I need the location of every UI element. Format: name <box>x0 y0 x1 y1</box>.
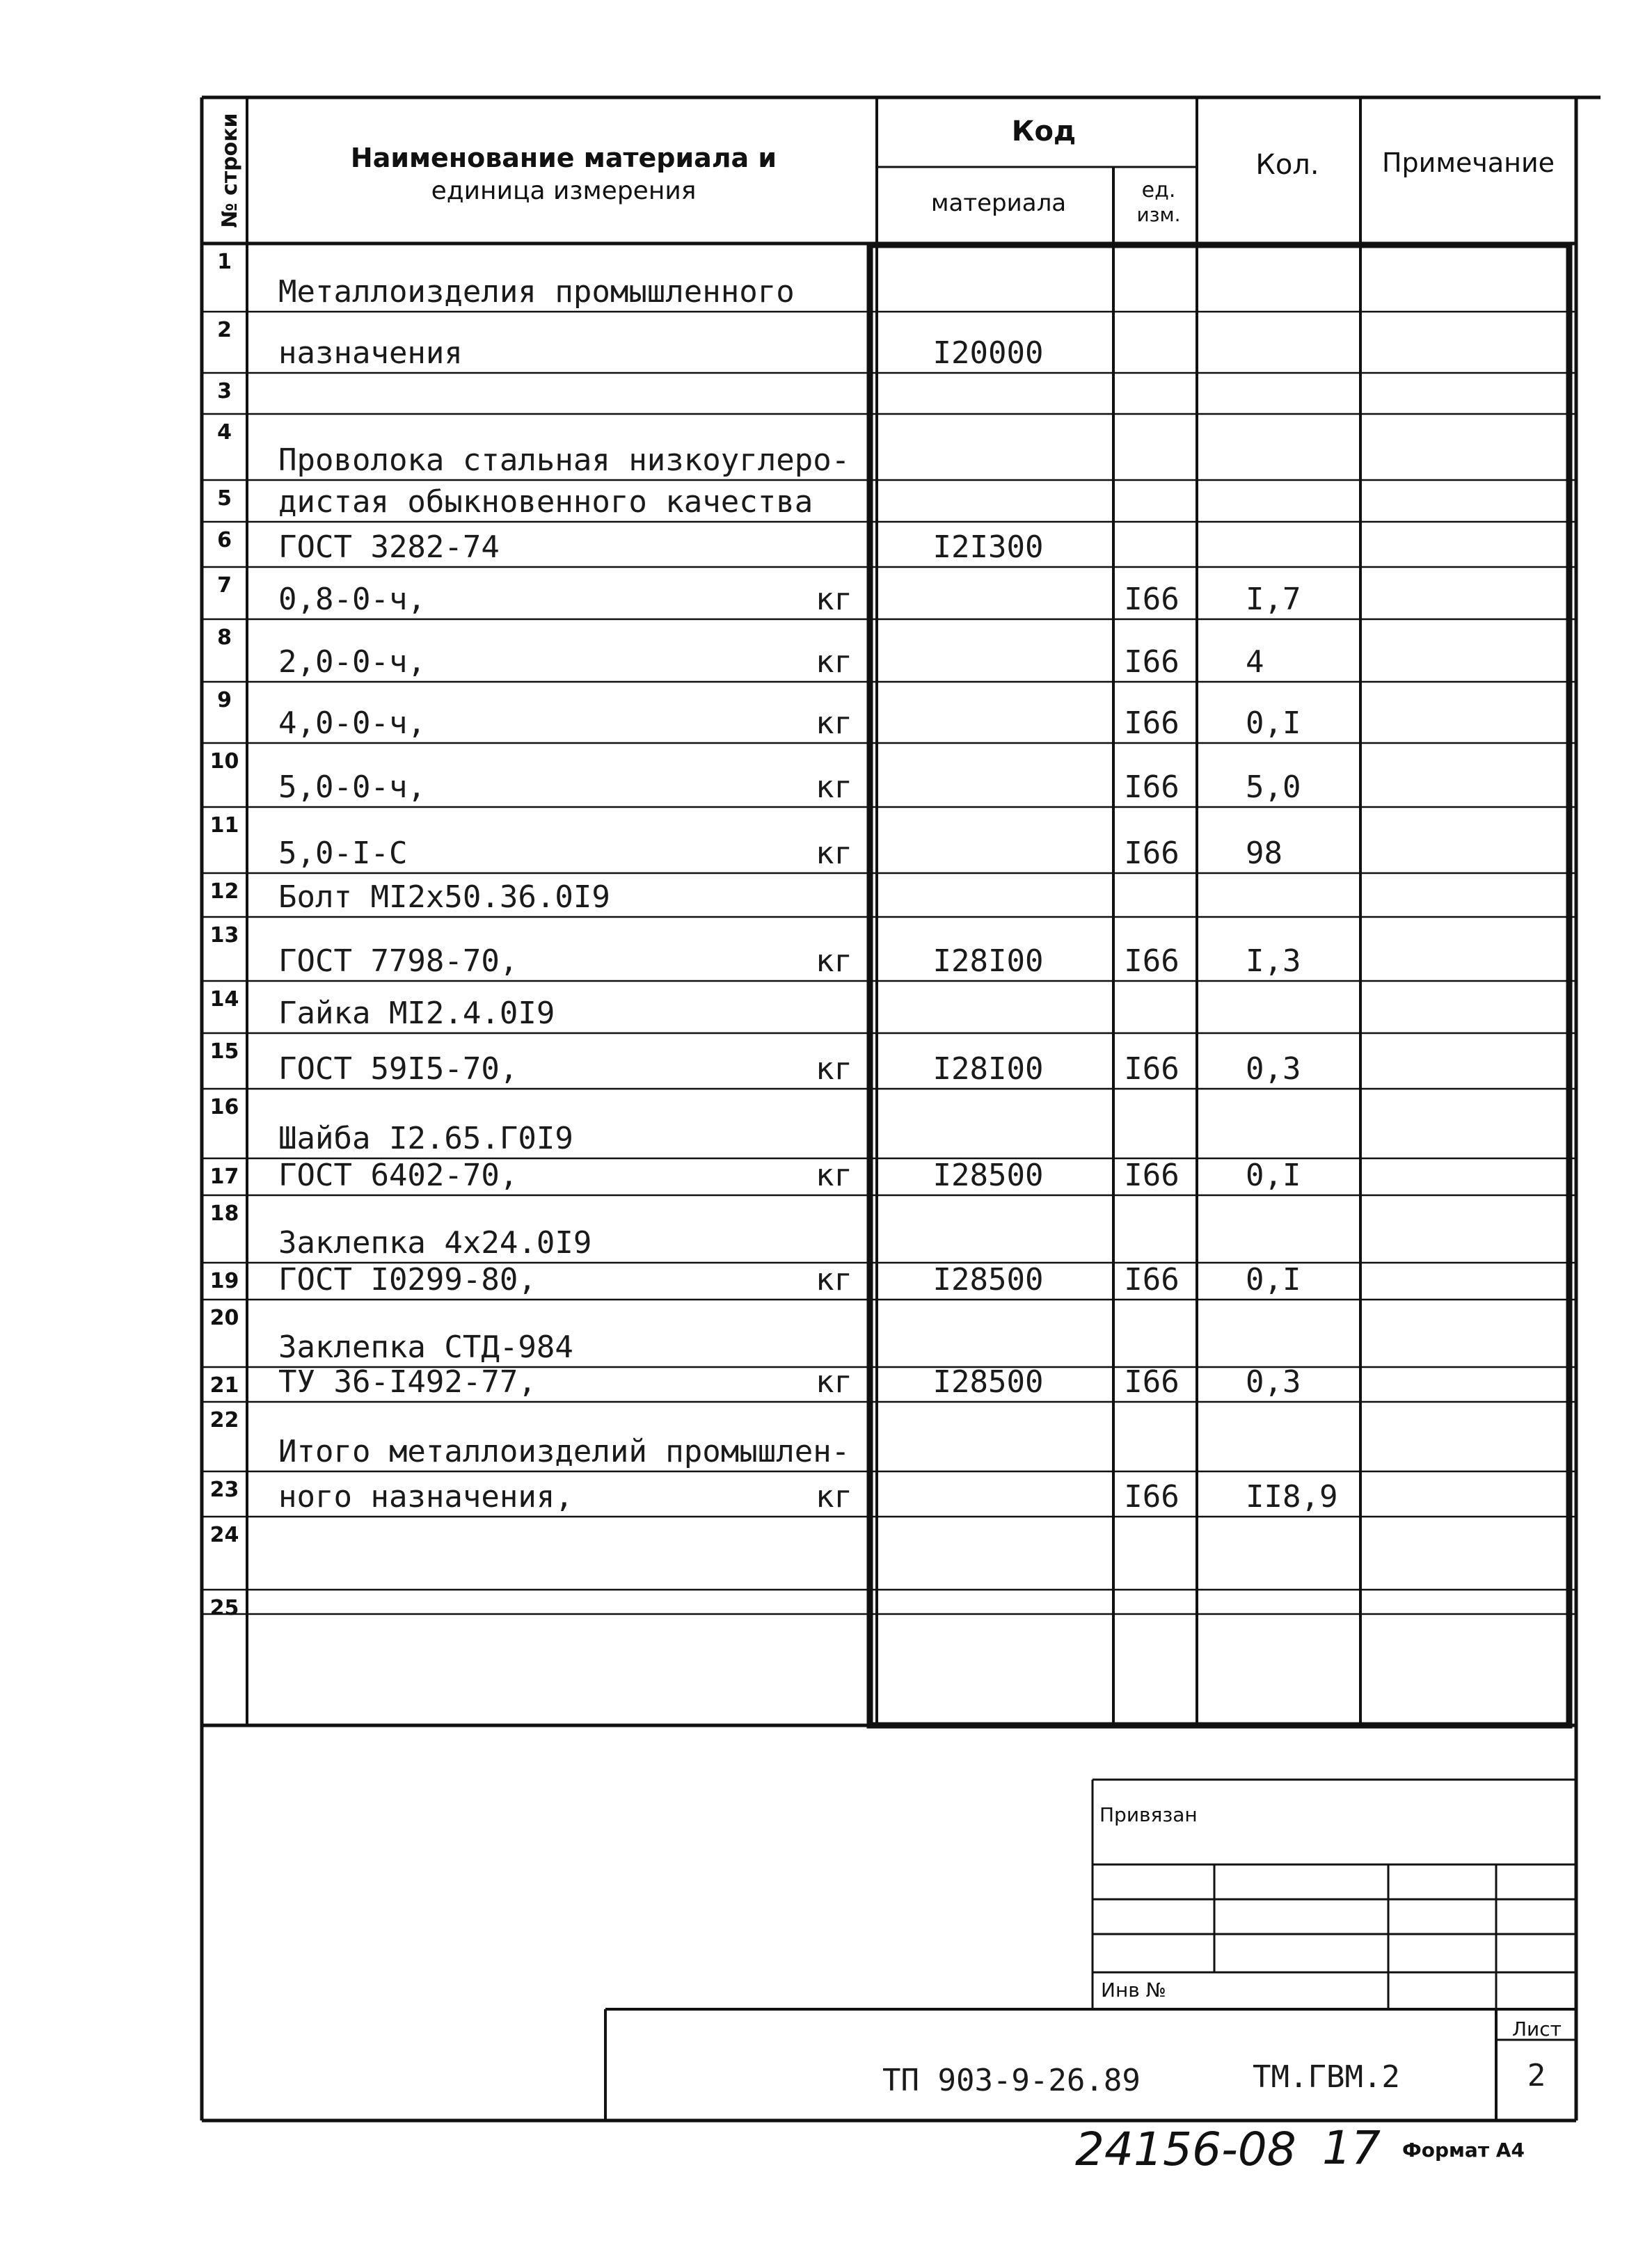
material-name: Болт МI2х50.36.0I9 <box>278 879 610 915</box>
row-number: 24 <box>209 1523 239 1547</box>
unit-code: I66 <box>1124 1051 1180 1087</box>
material-name: 4,0-0-ч, <box>278 705 426 741</box>
row-number: 19 <box>209 1269 239 1293</box>
material-code: I20000 <box>932 335 1044 371</box>
material-code: I28500 <box>932 1262 1044 1297</box>
header-unit-line2: изм. <box>1136 203 1181 226</box>
quantity: 0,I <box>1246 1158 1301 1193</box>
table-rows <box>210 250 1338 1620</box>
unit-code: I66 <box>1124 582 1180 617</box>
header-name-line1: Наименование материала и <box>350 143 777 173</box>
row-number: 11 <box>209 813 239 838</box>
stamp-inv-label: Инв № <box>1101 1979 1166 2002</box>
material-name: ГОСТ I0299-80, <box>278 1262 537 1297</box>
quantity: 4 <box>1246 644 1264 680</box>
row-number: 4 <box>217 420 232 445</box>
stamp-linked-label: Привязан <box>1099 1803 1198 1826</box>
material-code: I2I300 <box>932 529 1044 565</box>
material-name: ТУ 36-I492-77, <box>278 1364 537 1400</box>
quantity: I,3 <box>1246 943 1301 979</box>
row-number: 8 <box>217 625 232 650</box>
quantity: 0,3 <box>1246 1364 1301 1400</box>
row-number: 3 <box>217 379 232 404</box>
stamp-doc-code: ТП 903-9-26.89 <box>882 2063 1141 2098</box>
material-name: ГОСТ 6402-70, <box>278 1158 518 1193</box>
row-number: 18 <box>209 1201 239 1226</box>
row-number: 15 <box>209 1039 239 1064</box>
unit-text: кг <box>816 943 852 979</box>
material-code: I28I00 <box>932 1051 1044 1087</box>
stamp-sheet-label: Лист <box>1512 2018 1562 2041</box>
quantity: 0,I <box>1246 1262 1301 1297</box>
unit-code: I66 <box>1124 836 1180 871</box>
quantity: I,7 <box>1246 582 1301 617</box>
row-number: 23 <box>209 1478 239 1502</box>
unit-code: I66 <box>1124 644 1180 680</box>
material-code: I28I00 <box>932 943 1044 979</box>
material-name: назначения <box>278 335 463 371</box>
unit-text: кг <box>816 1158 852 1193</box>
row-number: 10 <box>209 749 239 774</box>
material-name: ГОСТ 59I5-70, <box>278 1051 518 1087</box>
material-name: ного назначения, <box>278 1479 573 1515</box>
header-row-no: № строки <box>218 113 242 228</box>
table-grid <box>202 97 1601 2121</box>
unit-text: кг <box>816 705 852 741</box>
header-unit-line1: ед. <box>1141 178 1176 202</box>
header-code: Код <box>1011 115 1077 147</box>
material-name: дистая обыкновенного качества <box>278 484 813 520</box>
row-number: 7 <box>217 573 232 598</box>
unit-code: I66 <box>1124 1262 1180 1297</box>
format-label: Формат А4 <box>1402 2139 1525 2162</box>
header-material: материала <box>930 189 1067 217</box>
row-number: 16 <box>209 1095 239 1119</box>
unit-code: I66 <box>1124 705 1180 741</box>
material-name: Металлоизделия промышленного <box>278 274 795 310</box>
material-name: 0,8-0-ч, <box>278 582 426 617</box>
stamp-sheet-number: 2 <box>1527 2058 1546 2093</box>
material-name: 2,0-0-ч, <box>278 644 426 680</box>
material-name: Заклепка 4х24.0I9 <box>278 1225 592 1261</box>
material-name: ГОСТ 3282-74 <box>278 529 500 565</box>
header-qty: Кол. <box>1255 149 1319 181</box>
row-number: 25 <box>209 1596 239 1620</box>
row-number: 17 <box>209 1165 239 1189</box>
unit-text: кг <box>816 836 852 871</box>
unit-code: I66 <box>1124 769 1180 805</box>
handwritten-inventory-number: 24156-08 <box>1075 2123 1296 2176</box>
quantity: 98 <box>1246 836 1282 871</box>
row-number: 21 <box>209 1373 239 1398</box>
material-name: Шайба I2.65.Г0I9 <box>278 1121 573 1156</box>
row-number: 6 <box>217 528 232 552</box>
quantity: II8,9 <box>1246 1479 1338 1515</box>
unit-text: кг <box>816 582 852 617</box>
row-number: 14 <box>209 987 239 1012</box>
row-number: 22 <box>209 1408 239 1432</box>
handwritten-sheet-count: 17 <box>1322 2121 1381 2175</box>
material-name: 5,0-0-ч, <box>278 769 426 805</box>
material-name: Гайка МI2.4.0I9 <box>278 996 555 1031</box>
row-number: 5 <box>217 486 232 511</box>
unit-text: кг <box>816 644 852 680</box>
stamp-doc-mark: ТМ.ГВМ.2 <box>1253 2059 1400 2095</box>
row-number: 2 <box>217 318 232 342</box>
row-number: 13 <box>209 923 239 948</box>
material-code: I28500 <box>932 1158 1044 1193</box>
header-note: Примечание <box>1381 147 1555 178</box>
row-number: 1 <box>217 250 232 274</box>
header-name-line2: единица измерения <box>431 177 697 205</box>
unit-text: кг <box>816 1262 852 1297</box>
unit-text: кг <box>816 769 852 805</box>
material-name: Проволока стальная низкоуглеро- <box>278 442 850 478</box>
unit-code: I66 <box>1124 1364 1180 1400</box>
material-code: I28500 <box>932 1364 1044 1400</box>
row-number: 20 <box>209 1306 239 1330</box>
data-area-thick-border <box>870 245 1569 1725</box>
material-name: ГОСТ 7798-70, <box>278 943 518 979</box>
unit-text: кг <box>816 1479 852 1515</box>
row-number: 9 <box>217 688 232 712</box>
material-name: Итого металлоизделий промышлен- <box>278 1434 850 1469</box>
unit-code: I66 <box>1124 1158 1180 1193</box>
quantity: 0,I <box>1246 705 1301 741</box>
material-name: 5,0-I-C <box>278 836 408 871</box>
quantity: 0,3 <box>1246 1051 1301 1087</box>
unit-code: I66 <box>1124 943 1180 979</box>
unit-code: I66 <box>1124 1479 1180 1515</box>
quantity: 5,0 <box>1246 769 1301 805</box>
unit-text: кг <box>816 1051 852 1087</box>
material-name: Заклепка СТД-984 <box>278 1329 573 1365</box>
row-number: 12 <box>209 879 239 904</box>
unit-text: кг <box>816 1364 852 1400</box>
